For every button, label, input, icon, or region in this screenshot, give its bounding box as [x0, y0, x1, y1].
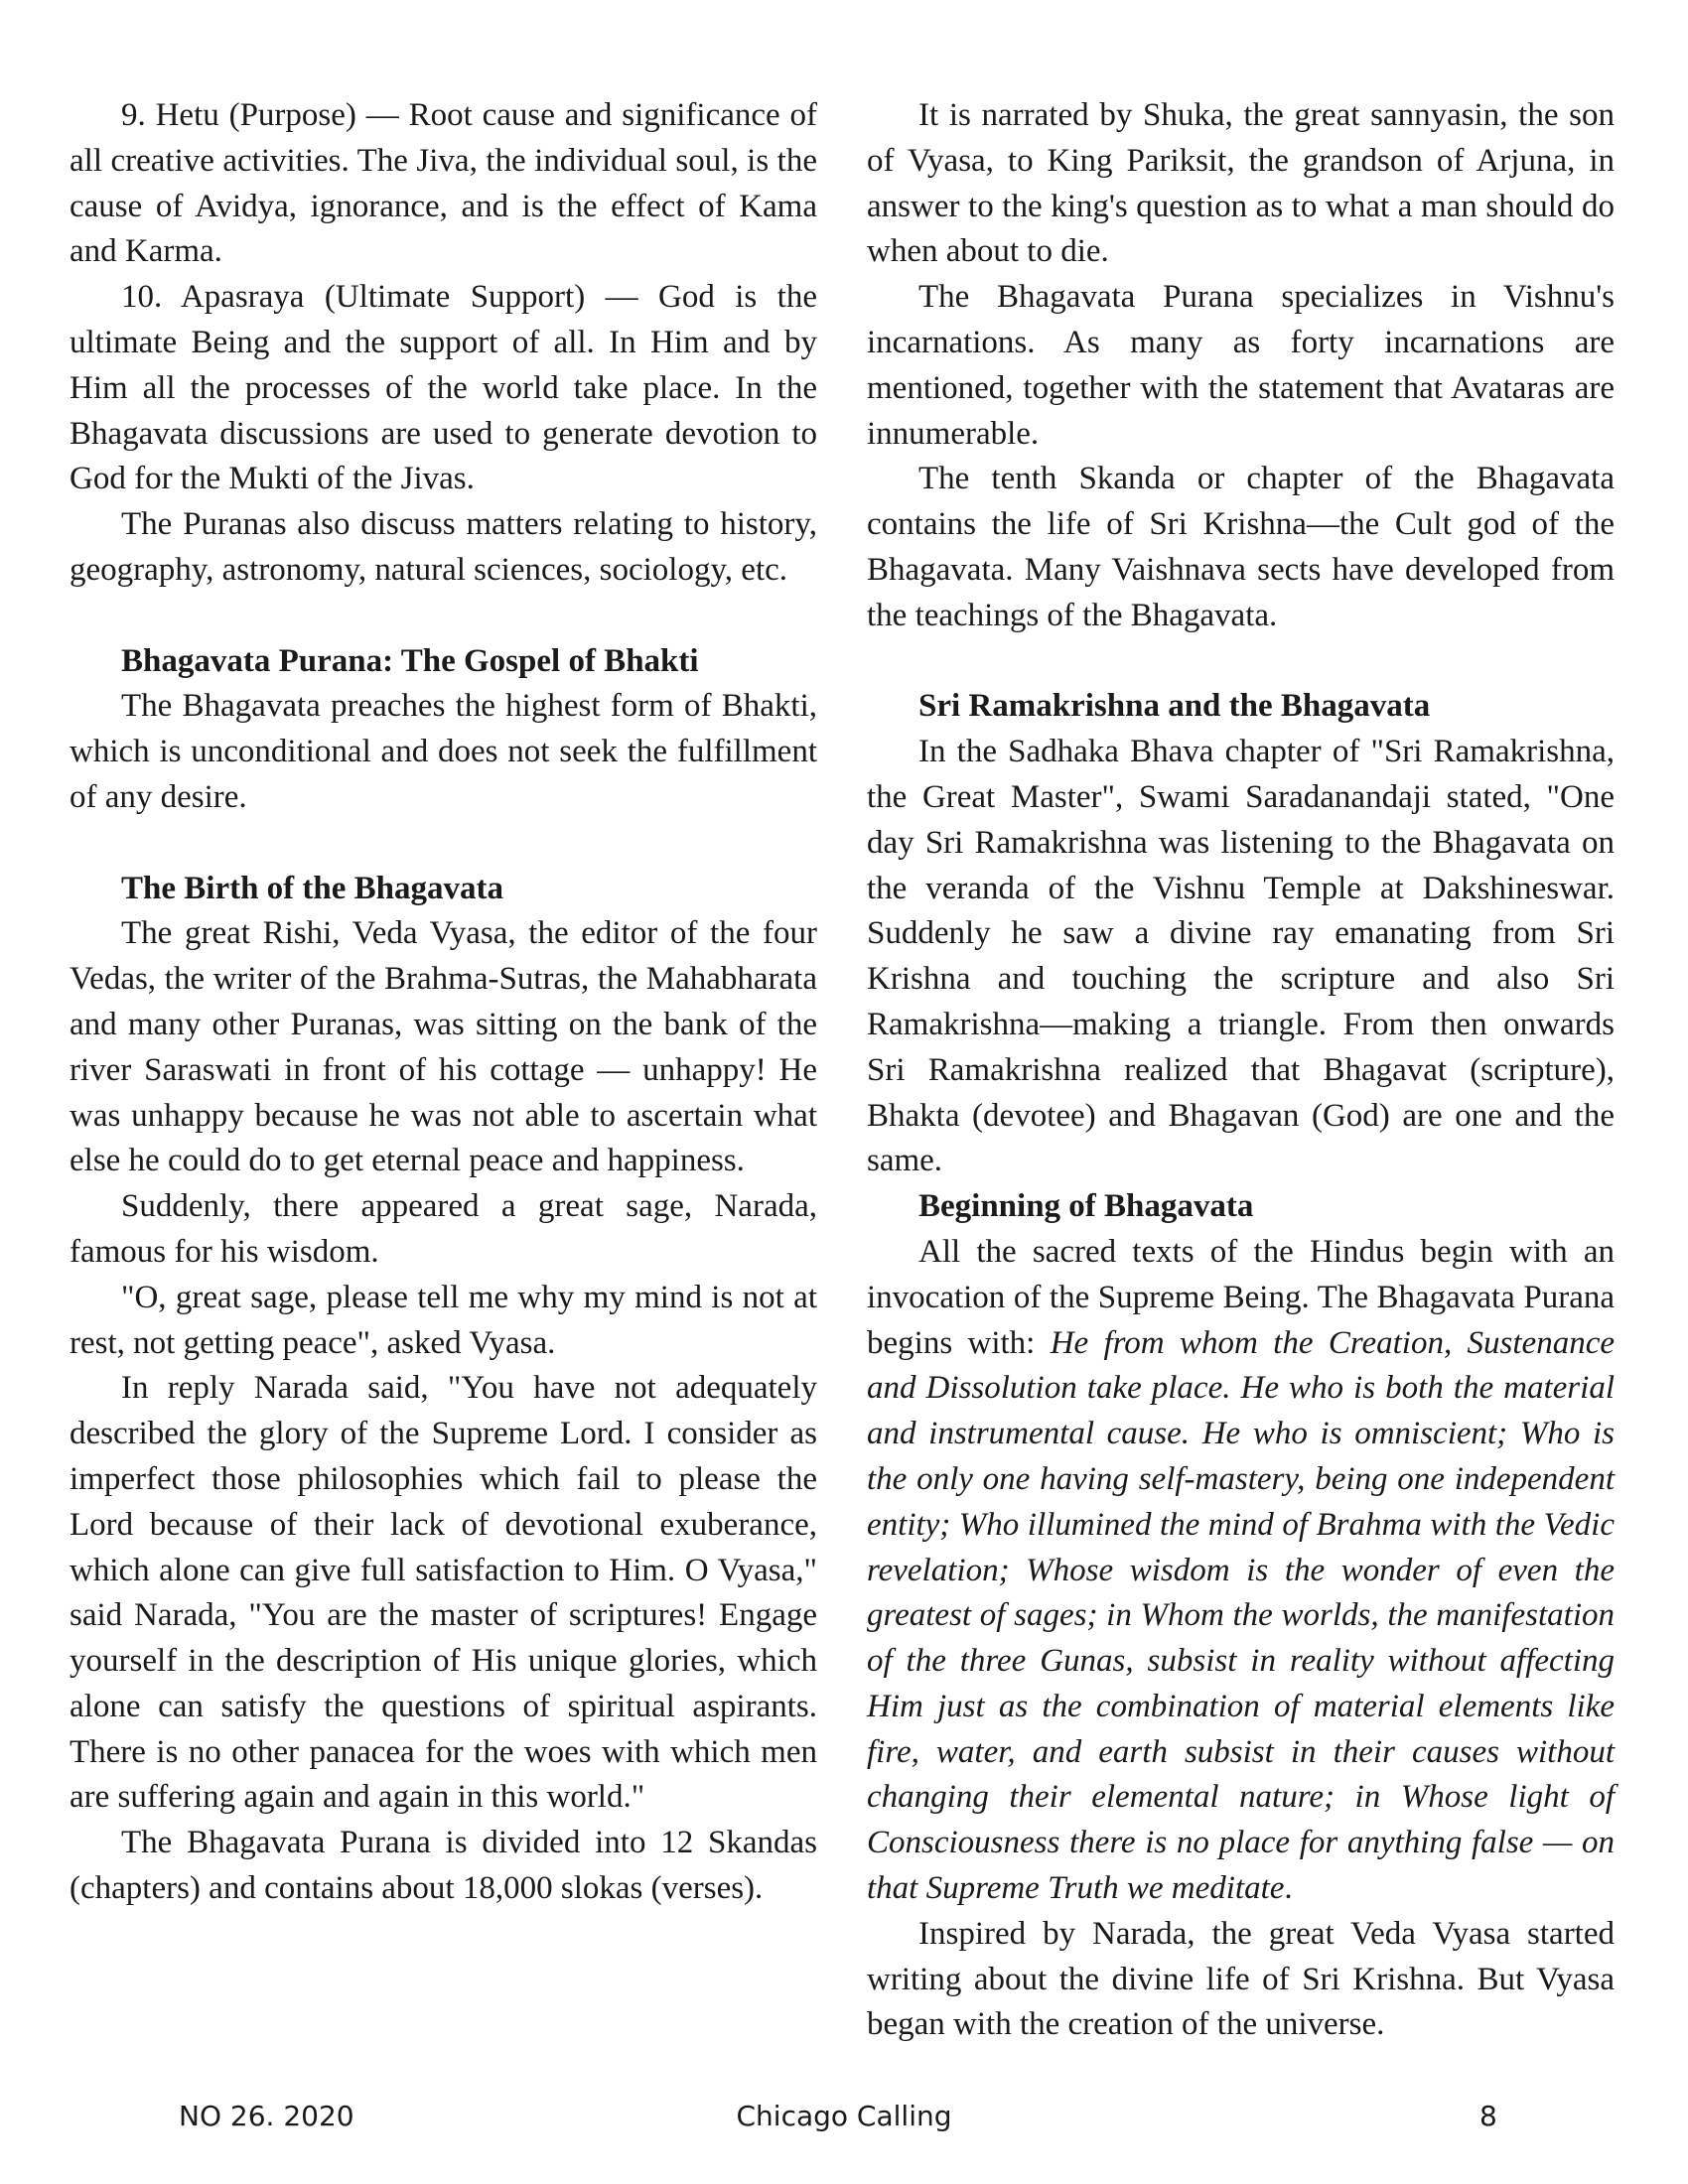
invocation-end: . [1284, 1870, 1293, 1907]
spacer [867, 639, 1615, 685]
invocation-lead: All the sacred texts of the Hindus begin with an invocation of the Supreme Being. The Bhagavata Purana begins with: [867, 1233, 1615, 1361]
spacer [70, 594, 817, 639]
heading-beginning-of-bhagavata: Beginning of Bhagavata [918, 1188, 1254, 1225]
paragraph-vyasa-asks: "O, great sage, please tell me why my mind is not at rest, not getting peace", asked Vyasa. [70, 1279, 817, 1361]
paragraph-invocation [867, 1230, 1615, 1912]
invocation-text: He from whom the Creation, Sustenance and Dissolution take place. He who is both the material and instrumental cause. He who is omniscient; Who is the only one having self-mastery, being one independent entity; Who illumined the mind of Brahma with the Vedic revelation; Whose wisdom is the wonder of even the greatest of sages; in Whom the worlds, the manifestation of the three Gunas, subsist in reality without affecting Him just as the combination of material elements like fire, water, and earth subsist in their causes without changing their elemental nature; in Whose light of Consciousness there is no place for anything false — on that Supreme Truth we meditate [867, 1324, 1615, 1907]
left-column [70, 93, 817, 1912]
paragraph-puranas-discuss: The Puranas also discuss matters relating to history, geography, astronomy, natural sciences, sociology, etc. [70, 506, 817, 588]
heading-gospel-of-bhakti: Bhagavata Purana: The Gospel of Bhakti [121, 642, 699, 679]
heading-ramakrishna-bhagavata: Sri Ramakrishna and the Bhagavata [918, 688, 1431, 725]
heading-birth-of-bhagavata: The Birth of the Bhagavata [121, 870, 504, 906]
paragraph-incarnations: The Bhagavata Purana specializes in Vishnu's incarnations. As many as forty incarnations are mentioned, together with the statement that Avataras are innumerable. [867, 279, 1615, 452]
paragraph-shuka: It is narrated by Shuka, the great sannyasin, the son of Vyasa, to King Pariksit, the grandson of Arjuna, in answer to the king's question as to what a man should do when about to die. [867, 97, 1615, 270]
paragraph-narada-reply: In reply Narada said, "You have not adequately described the glory of the Supreme Lord. I consider as imperfect those philosophies which fail to please the Lord because of their lack of devotional exuberance, which alone can give full satisfaction to Him. O Vyasa," said Narada, "You are the master of scriptures! Engage yourself in the description of His unique glories, which alone can satisfy the questions of spiritual aspirants. There is no other panacea for the woes with which men are suffering again and again in this world." [70, 1370, 817, 1816]
paragraph-apasraya: 10. Apasraya (Ultimate Support) — God is the ultimate Being and the support of all. In Him and by Him all the processes of the world take place. In the Bhagavata discussions are used to generate devotion to God for the Mukti of the Jivas. [70, 279, 817, 497]
footer-issue: NO 26. 2020 [179, 2100, 354, 2132]
paragraph-narada-appears: Suddenly, there appeared a great sage, Narada, famous for his wisdom. [70, 1188, 817, 1270]
paragraph-skandas: The Bhagavata Purana is divided into 12 Skandas (chapters) and contains about 18,000 slokas (verses). [70, 1825, 817, 1907]
spacer [70, 821, 817, 867]
paragraph-tenth-skanda: The tenth Skanda or chapter of the Bhagavata contains the life of Sri Krishna—the Cult god of the Bhagavata. Many Vaishnava sects have developed from the teachings of the Bhagavata. [867, 461, 1615, 633]
paragraph-highest-bhakti: The Bhagavata preaches the highest form of Bhakti, which is unconditional and does not seek the fulfillment of any desire. [70, 688, 817, 815]
footer-publication: Chicago Calling [736, 2100, 952, 2132]
paragraph-inspired-by-narada: Inspired by Narada, the great Veda Vyasa started writing about the divine life of Sri Krishna. But Vyasa began with the creation of the universe. [867, 1915, 1615, 2043]
page-footer [0, 2100, 1688, 2139]
paragraph-sadhaka-bhava: In the Sadhaka Bhava chapter of "Sri Ramakrishna, the Great Master", Swami Saradanandaji stated, "One day Sri Ramakrishna was listening to the Bhagavata on the veranda of the Vishnu Temple at Dakshineswar. Suddenly he saw a divine ray emanating from Sri Krishna and touching the scripture and also Sri Ramakrishna—making a triangle. From then onwards Sri Ramakrishna realized that Bhagavat (scripture), Bhakta (devotee) and Bhagavan (God) are one and the same. [867, 734, 1615, 1179]
paragraph-veda-vyasa: The great Rishi, Veda Vyasa, the editor of the four Vedas, the writer of the Brahma-Sutras, the Mahabharata and many other Puranas, was sitting on the bank of the river Saraswati in front of his cottage — unhappy! He was unhappy because he was not able to ascertain what else he could do to get eternal peace and happiness. [70, 915, 817, 1179]
right-column [867, 93, 1615, 2048]
paragraph-hetu: 9. Hetu (Purpose) — Root cause and significance of all creative activities. The Jiva, the individual soul, is the cause of Avidya, ignorance, and is the effect of Kama and Karma. [70, 97, 817, 270]
footer-page-number: 8 [1479, 2100, 1497, 2132]
